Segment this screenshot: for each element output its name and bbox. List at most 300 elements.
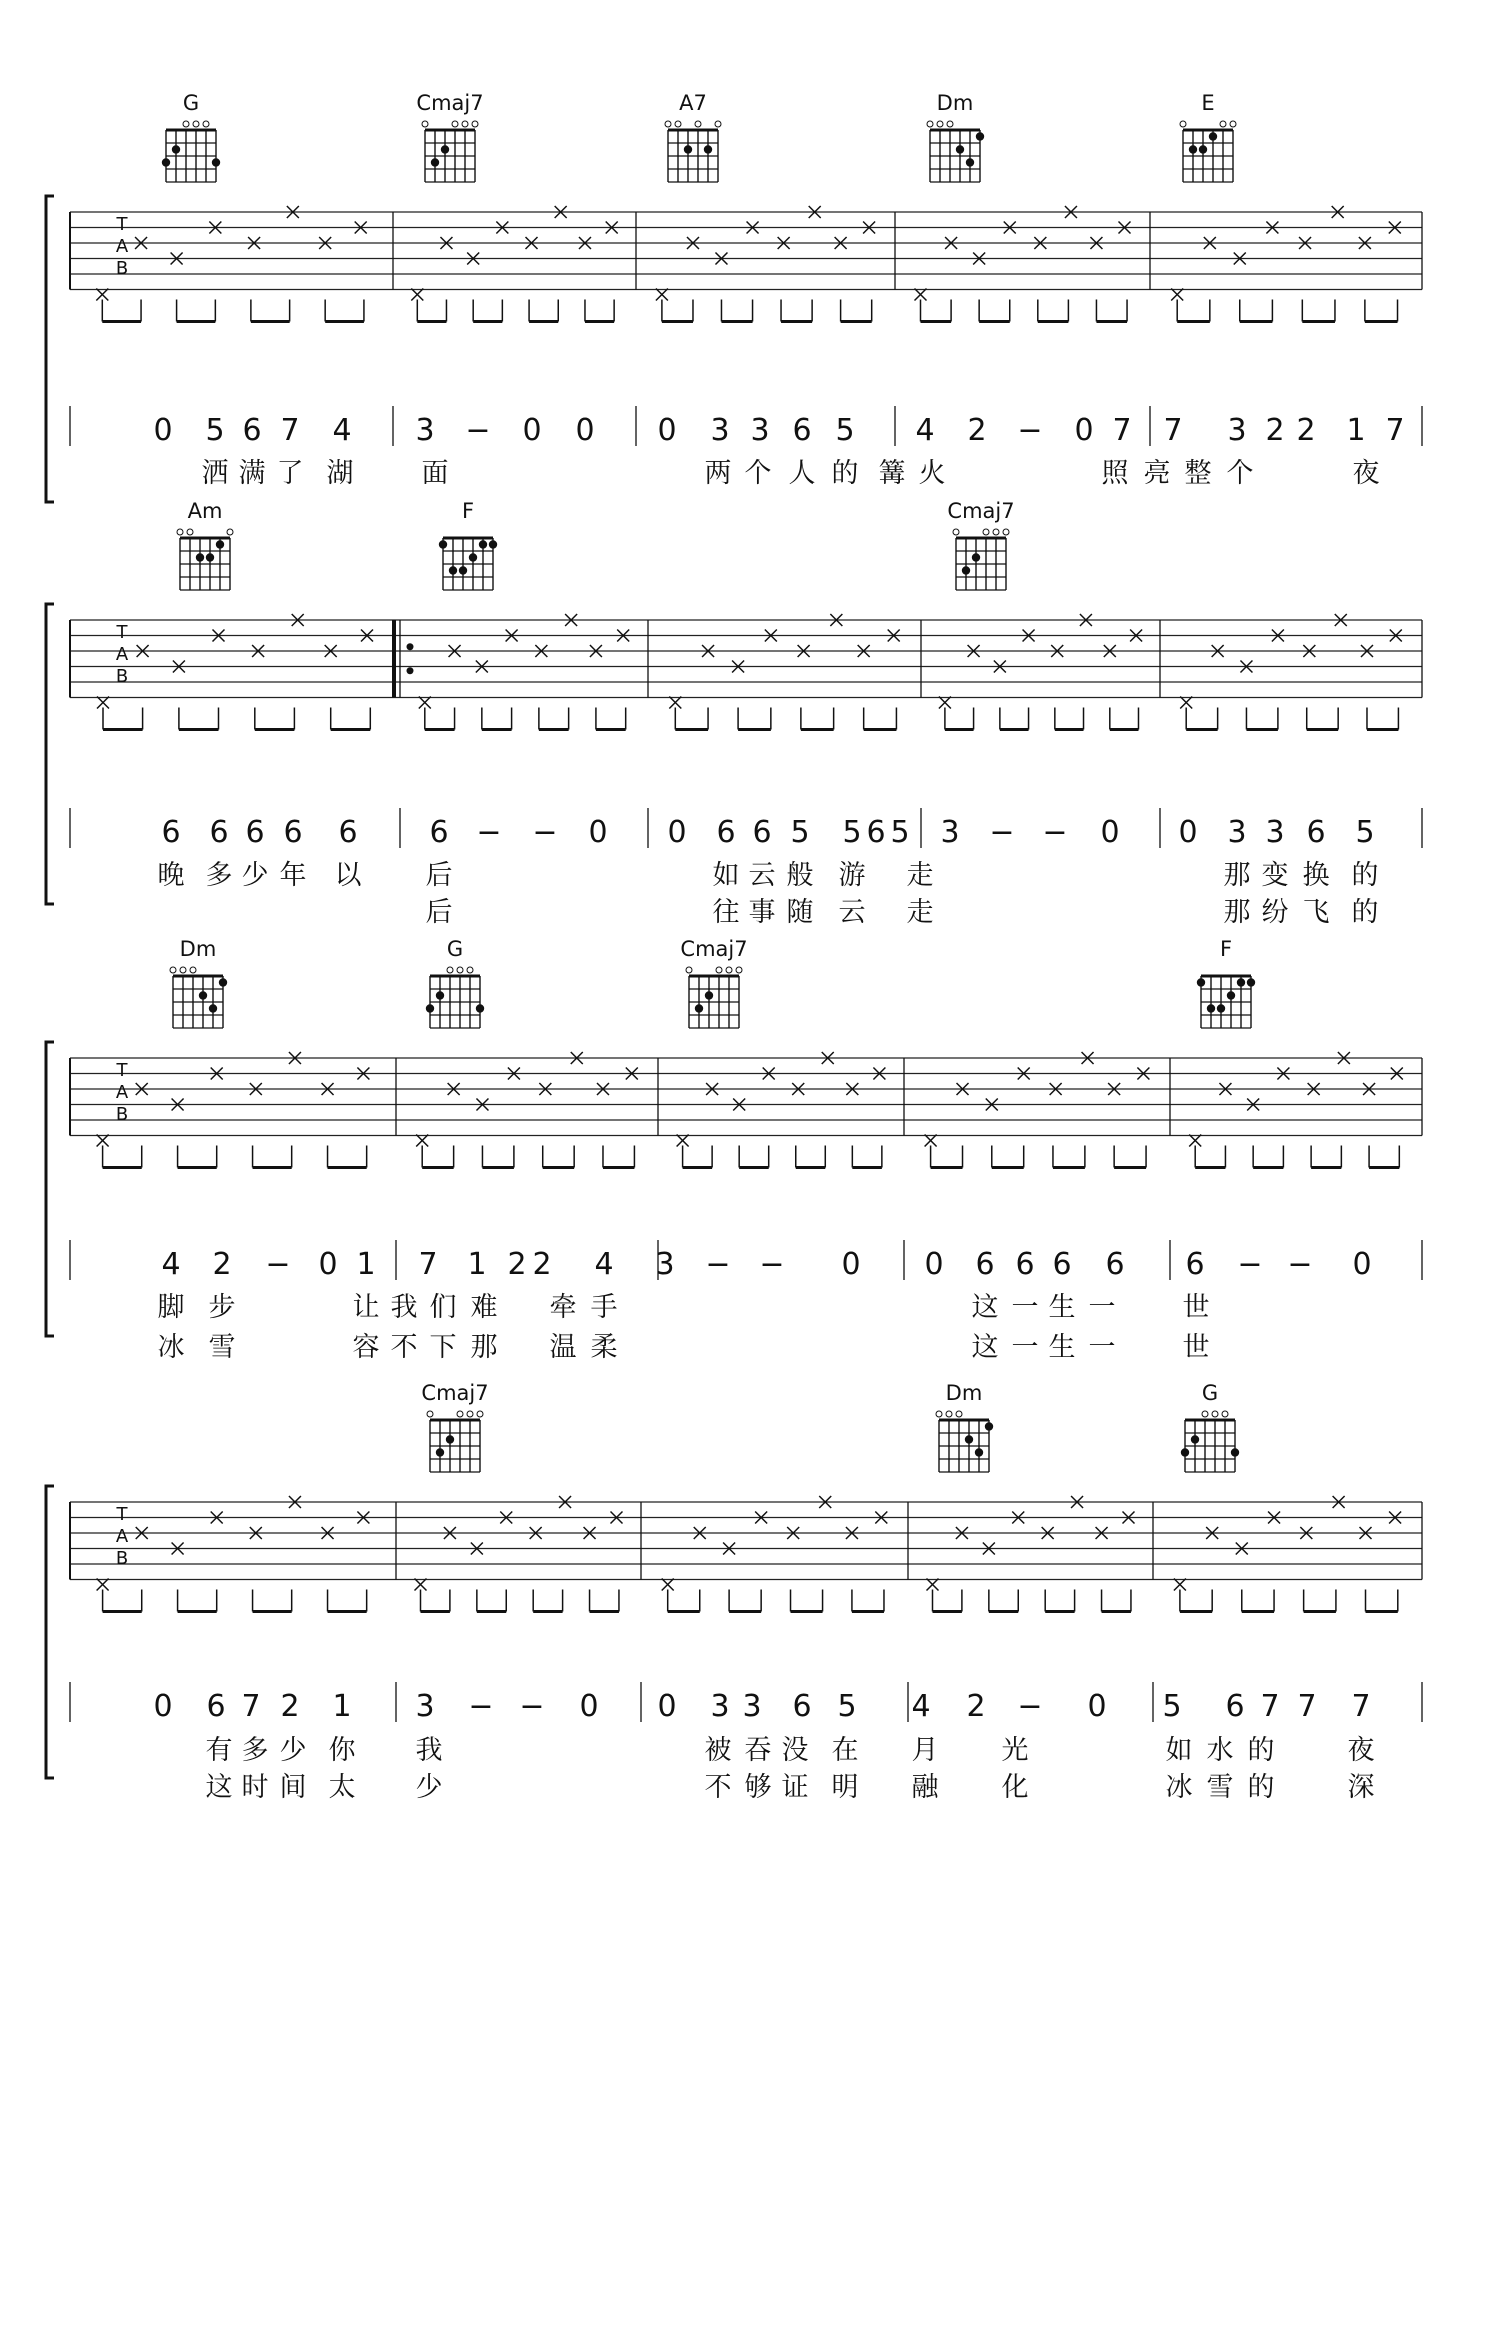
open-string-mark [477,1411,483,1417]
chord-name: Cmaj7 [416,91,484,115]
lyric-char: 夜 [1352,458,1380,489]
chord-diagram [421,1381,488,1472]
open-string-mark [983,529,989,535]
lyric-char: 够 [744,1772,772,1803]
lyric-char: 照 [1101,458,1129,489]
open-string-mark [193,121,199,127]
chord-finger-dot [446,1435,454,1443]
chord-finger-dot [695,1004,703,1012]
open-string-mark [462,121,468,127]
notation-note: 0 [1178,815,1198,850]
notation-note: 6 [429,815,449,850]
system-bracket [46,1486,54,1778]
tab-letter: T [116,214,128,235]
lyric-char: 难 [470,1292,498,1323]
open-string-mark [457,967,463,973]
chord-finger-dot [431,158,439,166]
chord-finger-dot [705,991,713,999]
lyric-char: 脚 [157,1292,185,1323]
notation-note: − [1042,815,1068,850]
chord-diagram [439,499,497,590]
tab-x-note [411,289,423,301]
notation-note: 0 [153,1689,173,1724]
chord-finger-dot [219,978,227,986]
notation-note: 5 [890,815,910,850]
lyric-char: 手 [590,1292,618,1323]
lyric-char: 多 [205,860,233,891]
chord-finger-dot [1231,1448,1239,1456]
notation-note: 4 [911,1689,931,1724]
lyric-char: 没 [781,1735,809,1766]
notation-note: 0 [579,1689,599,1724]
chord-finger-dot [1189,145,1197,153]
chord-finger-dot [1237,978,1245,986]
lyric-char: 如 [712,860,740,891]
notation-note: 5 [205,413,225,448]
chord-finger-dot [489,540,497,548]
lyric-char: 柔 [590,1332,618,1363]
chord-diagram [680,937,747,1028]
notation-note: 0 [1087,1689,1107,1724]
notation-note: 7 [241,1689,261,1724]
notation-note: 0 [1100,815,1120,850]
lyric-char: 间 [279,1772,307,1803]
lyric-char: 走 [906,860,934,891]
notation-note: 0 [588,815,608,850]
notation-note: 2 [1265,413,1285,448]
open-string-mark [726,967,732,973]
lyric-char: 那 [1223,860,1251,891]
open-string-mark [1202,1411,1208,1417]
chord-diagram [927,91,984,182]
notation-note: 3 [415,1689,435,1724]
open-string-mark [665,121,671,127]
chord-finger-dot [459,566,467,574]
lyric-char: 亮 [1143,458,1171,489]
tab-letter: B [115,1104,129,1125]
notation-note: 0 [1352,1247,1372,1282]
notation-note: 2 [532,1247,552,1282]
notation-note: − [519,1689,545,1724]
lyric-char: 一 [1088,1292,1116,1323]
lyric-char: 生 [1048,1332,1076,1363]
chord-finger-dot [479,540,487,548]
open-string-mark [422,121,428,127]
notation-note: 7 [418,1247,438,1282]
lyric-char: 生 [1048,1292,1076,1323]
system [46,604,1422,928]
tab-x-note [939,697,951,709]
open-string-mark [183,121,189,127]
notation-note: 7 [1351,1689,1371,1724]
lyric-char: 少 [415,1772,443,1803]
tab-x-note [1174,1579,1186,1591]
notation-note: 3 [710,1689,730,1724]
chord-finger-dot [172,145,180,153]
chord-name: Cmaj7 [421,1381,489,1405]
lyric-char: 世 [1182,1332,1210,1363]
chord-finger-dot [209,1004,217,1012]
notation-note: 3 [655,1247,675,1282]
notation-note: 3 [1227,815,1247,850]
notation-note: 5 [1162,1689,1182,1724]
notation-note: 0 [924,1247,944,1282]
chord-name: Cmaj7 [947,499,1015,523]
open-string-mark [472,121,478,127]
notation-note: 6 [242,413,262,448]
lyric-char: 不 [390,1332,418,1363]
notation-note: 7 [280,413,300,448]
open-string-mark [427,1411,433,1417]
lyric-char: 少 [279,1735,307,1766]
lyric-char: 的 [1247,1735,1275,1766]
chord-finger-dot [449,566,457,574]
chord-finger-dot [985,1422,993,1430]
open-string-mark [203,121,209,127]
chord-finger-dot [216,540,224,548]
tab-x-note [96,289,108,301]
notation-note: 6 [1105,1247,1125,1282]
notation-note: 6 [206,1689,226,1724]
lyric-char: 有 [205,1735,233,1766]
chord-finger-dot [441,145,449,153]
notation-note: 0 [841,1247,861,1282]
tab-letter: B [115,666,129,687]
chord-finger-dot [206,553,214,561]
lyric-char: 以 [334,860,362,891]
notation-note: 1 [1346,413,1366,448]
lyric-char: 月 [911,1735,939,1766]
chord-finger-dot [1209,132,1217,140]
lyric-char: 飞 [1302,897,1330,928]
notation-note: 6 [792,413,812,448]
chord-finger-dot [1207,1004,1215,1012]
lyric-char: 的 [831,458,859,489]
notation-note: 4 [332,413,352,448]
notation-note: 6 [1015,1247,1035,1282]
chord-name: Dm [936,91,974,115]
lyric-char: 明 [831,1772,859,1803]
notation-note: 6 [866,815,886,850]
lyric-char: 面 [421,458,449,489]
notation-note: 4 [161,1247,181,1282]
lyric-char: 温 [549,1332,577,1363]
tab-x-note [97,697,109,709]
notation-note: 4 [915,413,935,448]
notation-note: 6 [338,815,358,850]
chord-finger-dot [1181,1448,1189,1456]
tab-x-note [97,1579,109,1591]
tab-letter: T [116,1504,128,1525]
chord-name: Dm [945,1381,983,1405]
lyric-char: 云 [838,897,866,928]
open-string-mark [695,121,701,127]
lyric-char: 洒 [201,458,229,489]
lyric-char: 证 [781,1772,809,1803]
lyric-char: 换 [1302,860,1330,891]
chord-finger-dot [965,1435,973,1443]
tab-x-note [669,697,681,709]
lyric-char: 融 [911,1772,939,1803]
notation-note: − [1237,1247,1263,1282]
notation-note: 6 [716,815,736,850]
lyric-char: 世 [1182,1292,1210,1323]
notation-note: 1 [467,1247,487,1282]
notation-note: − [1017,1689,1043,1724]
notation-note: 0 [1074,413,1094,448]
lyric-char: 时 [241,1772,269,1803]
notation-note: 0 [657,413,677,448]
notation-note: − [705,1247,731,1282]
chord-finger-dot [1227,991,1235,999]
lyric-char: 少 [241,860,269,891]
tab-x-note [662,1579,674,1591]
notation-note: − [465,413,491,448]
open-string-mark [457,1411,463,1417]
notation-note: 0 [657,1689,677,1724]
tab-x-note [656,289,668,301]
lyric-char: 满 [238,458,266,489]
lyric-char: 这 [971,1332,999,1363]
chord-finger-dot [704,145,712,153]
chord-finger-dot [975,1448,983,1456]
lyric-char: 光 [1001,1735,1029,1766]
lyric-char: 这 [971,1292,999,1323]
open-string-mark [953,529,959,535]
open-string-mark [946,1411,952,1417]
chord-diagram [426,937,484,1028]
lyric-char: 湖 [326,458,354,489]
notation-note: 6 [245,815,265,850]
lyric-char: 吞 [744,1735,772,1766]
lyric-char: 的 [1351,860,1379,891]
lyric-char: 走 [906,897,934,928]
chord-finger-dot [436,991,444,999]
notation-note: − [476,815,502,850]
lyric-char: 一 [1011,1292,1039,1323]
lyric-char: 夜 [1347,1735,1375,1766]
tab-x-note [925,1135,937,1147]
system-bracket [46,196,54,502]
notation-note: 3 [742,1689,762,1724]
lyric-char: 一 [1088,1332,1116,1363]
notation-note: 3 [940,815,960,850]
chord-diagram [1197,937,1255,1028]
notation-note: 0 [522,413,542,448]
chord-diagram [416,91,483,182]
open-string-mark [1003,529,1009,535]
notation-note: − [1287,1247,1313,1282]
lyric-char: 让 [352,1292,380,1323]
chord-diagram [170,937,227,1028]
chord-finger-dot [162,158,170,166]
tab-letter: T [116,622,128,643]
lyric-char: 变 [1261,860,1289,891]
notation-note: − [265,1247,291,1282]
lyric-char: 冰 [157,1332,185,1363]
notation-note: 6 [1185,1247,1205,1282]
notation-note: 3 [415,413,435,448]
notation-note: 0 [153,413,173,448]
chord-finger-dot [469,553,477,561]
notation-note: 6 [161,815,181,850]
notation-note: 3 [710,413,730,448]
notation-note: 5 [835,413,855,448]
chord-diagram [1180,91,1236,182]
open-string-mark [956,1411,962,1417]
tab-letter: A [115,236,129,257]
lyric-char: 们 [429,1292,457,1323]
notation-note: 0 [575,413,595,448]
chord-finger-dot [976,132,984,140]
notation-note: 6 [975,1247,995,1282]
open-string-mark [716,967,722,973]
chord-name: Dm [179,937,217,961]
chord-diagram [665,91,721,182]
notation-note: 6 [209,815,229,850]
chord-diagram [936,1381,993,1472]
notation-note: 6 [792,1689,812,1724]
chord-finger-dot [426,1004,434,1012]
lyric-char: 晚 [157,860,185,891]
open-string-mark [180,967,186,973]
open-string-mark [947,121,953,127]
open-string-mark [1230,121,1236,127]
lyric-char: 这 [205,1772,233,1803]
open-string-mark [187,529,193,535]
tab-x-note [97,1135,109,1147]
system [46,196,1422,502]
notation-note: 3 [1227,413,1247,448]
lyric-char: 化 [1001,1772,1029,1803]
notation-note: − [468,1689,494,1724]
chord-name: E [1201,91,1215,115]
notation-note: 5 [842,815,862,850]
notation-note: 7 [1163,413,1183,448]
chord-finger-dot [966,158,974,166]
lyric-char: 多 [241,1735,269,1766]
open-string-mark [993,529,999,535]
repeat-dot [407,643,414,650]
notation-note: 5 [1355,815,1375,850]
chord-name: F [461,499,475,523]
chord-finger-dot [1217,1004,1225,1012]
lyric-char: 在 [831,1735,859,1766]
notation-note: 7 [1385,413,1405,448]
lyric-char: 如 [1165,1735,1193,1766]
notation-note: 1 [356,1247,376,1282]
lyric-char: 个 [744,458,772,489]
notation-note: 2 [967,413,987,448]
notation-note: 5 [790,815,810,850]
lyric-char: 的 [1247,1772,1275,1803]
lyric-char: 往 [712,897,740,928]
notation-note: − [532,815,558,850]
chord-finger-dot [684,145,692,153]
notation-note: − [1017,413,1043,448]
lyric-char: 下 [429,1332,457,1363]
lyric-char: 了 [276,458,304,489]
system-bracket [46,604,54,904]
chord-name: Cmaj7 [680,937,748,961]
lyric-char: 两 [704,458,732,489]
chord-finger-dot [436,1448,444,1456]
tab-x-note [927,1579,939,1591]
open-string-mark [937,121,943,127]
repeat-dot [407,667,414,674]
notation-note: 2 [507,1247,527,1282]
chord-finger-dot [956,145,964,153]
chord-name: G [182,91,200,115]
tab-x-note [416,1135,428,1147]
notation-note: 2 [1296,413,1316,448]
notation-note: 0 [318,1247,338,1282]
chord-name: F [1219,937,1233,961]
chord-finger-dot [439,540,447,548]
open-string-mark [452,121,458,127]
tab-letter: B [115,258,129,279]
notation-note: 7 [1112,413,1132,448]
open-string-mark [715,121,721,127]
system [46,1042,1422,1363]
open-string-mark [467,967,473,973]
open-string-mark [686,967,692,973]
lyric-char: 冰 [1165,1772,1193,1803]
chord-name: G [446,937,464,961]
tab-x-note [419,697,431,709]
lyric-char: 被 [704,1735,732,1766]
lyric-char: 太 [328,1772,356,1803]
open-string-mark [1222,1411,1228,1417]
chord-finger-dot [196,553,204,561]
notation-note: 0 [667,815,687,850]
open-string-mark [177,529,183,535]
notation-note: 1 [332,1689,352,1724]
chord-finger-dot [199,991,207,999]
open-string-mark [227,529,233,535]
notation-note: 3 [750,413,770,448]
tab-letter: A [115,1526,129,1547]
chord-name: Am [187,499,223,523]
notation-note: 6 [283,815,303,850]
open-string-mark [736,967,742,973]
lyric-char: 火 [918,458,946,489]
tab-x-note [415,1579,427,1591]
chord-finger-dot [1191,1435,1199,1443]
chord-diagram [177,499,233,590]
tab-x-note [1180,697,1192,709]
notation-note: 4 [594,1247,614,1282]
lyric-char: 我 [390,1292,418,1323]
lyric-char: 随 [786,897,814,928]
open-string-mark [190,967,196,973]
open-string-mark [927,121,933,127]
lyric-char: 那 [1223,897,1251,928]
notation-note: 2 [280,1689,300,1724]
lyric-char: 的 [1351,897,1379,928]
lyric-char: 后 [425,860,453,891]
notation-note: 2 [966,1689,986,1724]
open-string-mark [1220,121,1226,127]
lyric-char: 你 [328,1735,356,1766]
notation-note: 6 [752,815,772,850]
lyric-char: 游 [838,860,866,891]
open-string-mark [1212,1411,1218,1417]
lyric-char: 后 [425,897,453,928]
lyric-char: 我 [415,1735,443,1766]
lyric-char: 个 [1226,458,1254,489]
tab-x-note [677,1135,689,1147]
